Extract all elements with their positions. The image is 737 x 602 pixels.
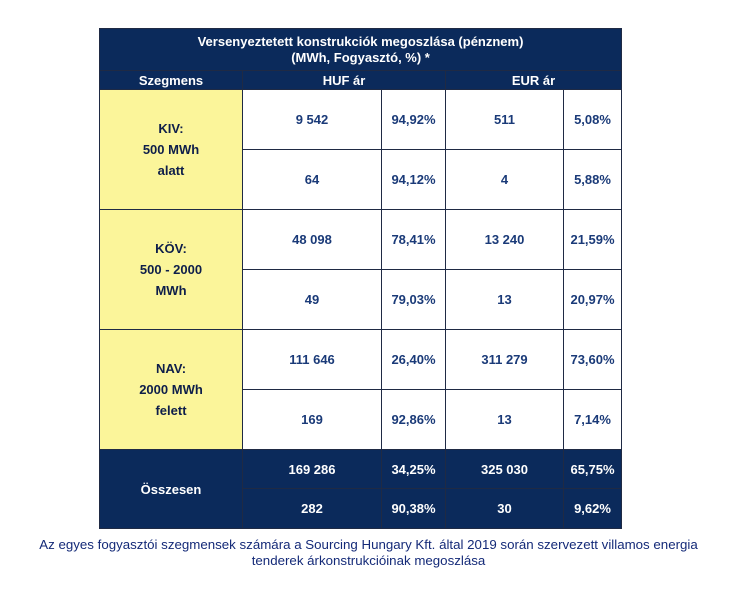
total-huf-value: 169 286 — [243, 450, 382, 489]
caption-line2: tenderek árkonstrukcióinak megoszlása — [251, 553, 486, 568]
huf-pct: 26,40% — [382, 330, 446, 390]
huf-pct: 78,41% — [382, 210, 446, 270]
segment-label-kiv — [100, 90, 243, 210]
eur-value: 13 240 — [446, 210, 564, 270]
huf-value: 64 — [243, 150, 382, 210]
total-huf-pct: 90,38% — [382, 489, 446, 529]
eur-pct: 20,97% — [564, 270, 622, 330]
header-segment: Szegmens — [100, 71, 243, 90]
eur-value: 13 — [446, 270, 564, 330]
table-title-line1: Versenyeztetett konstrukciók megoszlása (pénznem) — [197, 33, 524, 49]
table-row — [100, 210, 622, 270]
segment-label-line: KÖV: — [155, 241, 187, 256]
eur-value: 511 — [446, 90, 564, 150]
eur-pct: 5,08% — [564, 90, 622, 150]
huf-pct: 79,03% — [382, 270, 446, 330]
total-huf-pct: 34,25% — [382, 450, 446, 489]
segment-label-line: felett — [155, 403, 187, 418]
table-caption — [0, 537, 737, 569]
table-row — [100, 330, 622, 390]
header-huf: HUF ár — [243, 71, 446, 90]
segment-label-nav — [100, 330, 243, 450]
total-eur-value: 325 030 — [446, 450, 564, 489]
segment-label-line: 500 - 2000 — [139, 262, 203, 277]
huf-pct: 94,12% — [382, 150, 446, 210]
huf-value: 111 646 — [243, 330, 382, 390]
huf-value: 9 542 — [243, 90, 382, 150]
table-title-line2: (MWh, Fogyasztó, %) * — [291, 49, 430, 65]
eur-pct: 73,60% — [564, 330, 622, 390]
eur-pct: 21,59% — [564, 210, 622, 270]
segment-label-line: 500 MWh — [142, 142, 200, 157]
header-eur: EUR ár — [446, 71, 622, 90]
huf-value: 169 — [243, 390, 382, 450]
eur-value: 4 — [446, 150, 564, 210]
total-eur-pct: 65,75% — [564, 450, 622, 489]
segment-label-line: KIV: — [158, 121, 184, 136]
huf-pct: 92,86% — [382, 390, 446, 450]
segment-label-line: alatt — [157, 163, 185, 178]
total-huf-value: 282 — [243, 489, 382, 529]
caption-line1: Az egyes fogyasztói szegmensek számára a Sourcing Hungary Kft. által 2019 során szervezett villamos energia — [39, 537, 698, 552]
huf-pct: 94,92% — [382, 90, 446, 150]
segment-label-line: 2000 MWh — [139, 382, 203, 397]
segment-label-line: MWh — [155, 283, 187, 298]
eur-value: 13 — [446, 390, 564, 450]
segment-label-line: NAV: — [155, 361, 187, 376]
eur-value: 311 279 — [446, 330, 564, 390]
table-title — [100, 29, 622, 71]
eur-pct: 7,14% — [564, 390, 622, 450]
total-eur-value: 30 — [446, 489, 564, 529]
total-label: Összesen — [100, 450, 243, 529]
segment-label-kov — [100, 210, 243, 330]
eur-pct: 5,88% — [564, 150, 622, 210]
huf-value: 49 — [243, 270, 382, 330]
table-row-total — [100, 450, 622, 489]
table-row — [100, 90, 622, 150]
distribution-table — [99, 28, 622, 529]
total-eur-pct: 9,62% — [564, 489, 622, 529]
huf-value: 48 098 — [243, 210, 382, 270]
